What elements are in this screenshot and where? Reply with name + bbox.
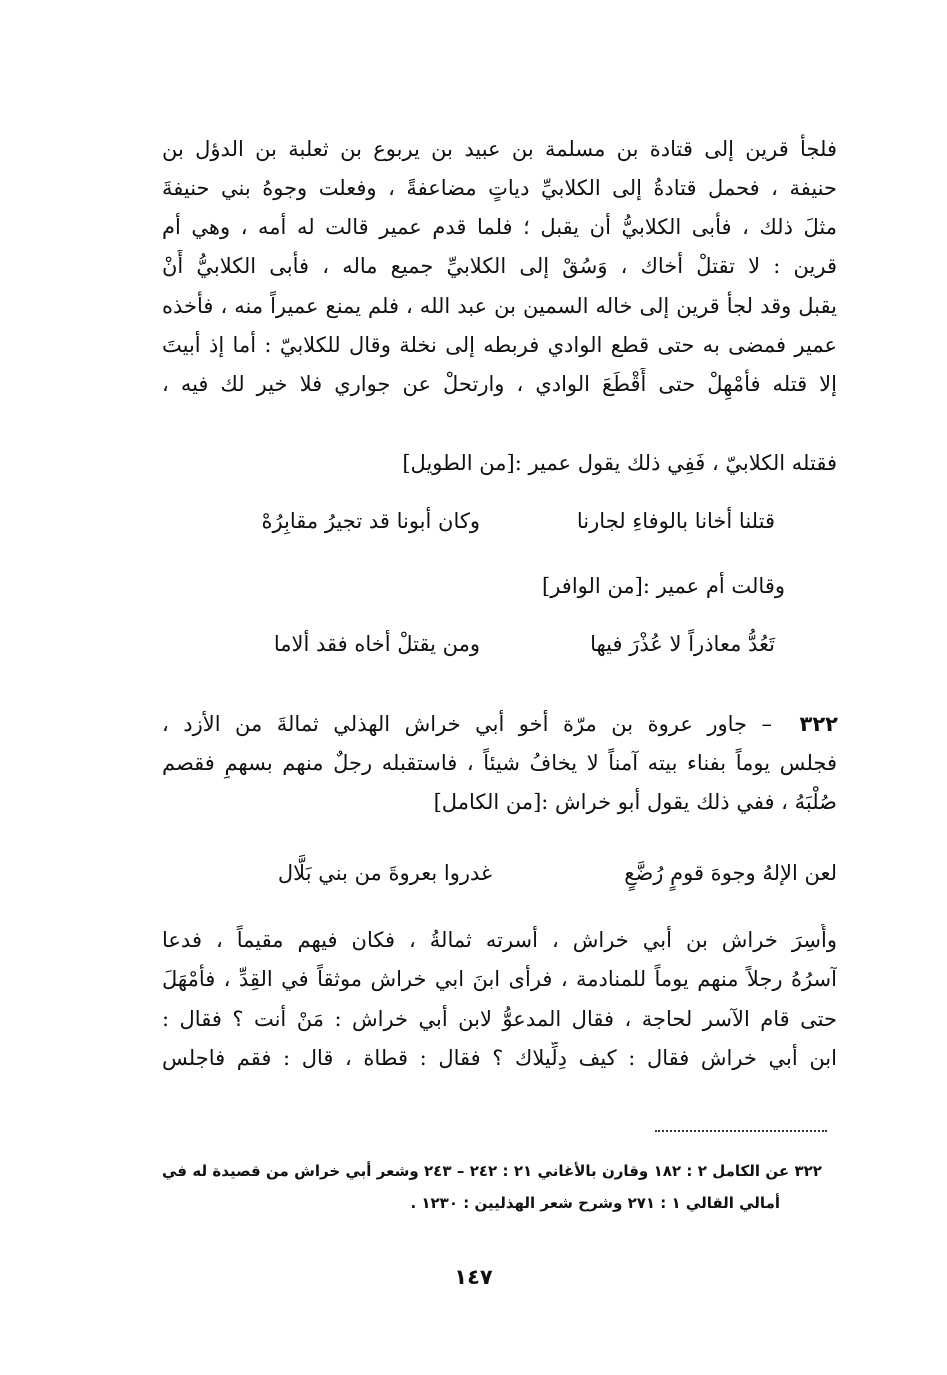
text-line: يقبل وقد لجأ قرين إلى خاله السمين بن عبد الله ، فلم يمنع عميراً منه ، فأخذه (162, 294, 837, 318)
verse-intro: وقالت أم عمير :[من الوافر] (542, 574, 785, 598)
text-line: صُلْبَهُ ، ففي ذلك يقول أبو خراش :[من الكامل] (433, 790, 837, 814)
text-line: فقتله الكلابيّ ، فَفِي ذلك يقول عمير :[من الطويل] (402, 451, 837, 475)
section-first-line: – جاور عروة بن مرّة أخو أبي خراش الهذلي ثمالةَ من الأزد ، (162, 712, 772, 736)
text-line: إلا قتله فأَمْهِلْ حتى أَقْطَعَ الوادي ، وارتحلْ عن جواري فلا خير لك فيه ، (162, 372, 837, 396)
text-line: ابن أبي خراش فقال : كيف دِلِّيلاك ؟ فقال : قطاة ، قال : فقم فاجلس (162, 1046, 837, 1070)
verse-hemistich-first: تَعُدُّ معاذراً لا عُذْرَ فيها (590, 632, 775, 656)
verse-hemistich-second: غدروا بعروةَ من بني بَلَّال (277, 861, 492, 885)
verse-hemistich-first: لعن الإلهُ وجوهَ قومٍ رُضَّعٍ (624, 861, 837, 885)
text-line: آسرُهُ رجلاً منهم يوماً للمنادمة ، فرأى ابنَ ابي خراش موثقاً في القِدِّ ، فأَمْهَلَ (162, 967, 837, 991)
text-line: مثلَ ذلك ، فأبى الكلابيُّ أن يقبل ؛ فلما قدم عمير قالت له أمه ، وهي أم (162, 215, 837, 239)
text-line: قرين : لا تقتلْ أخاك ، وَسُقْ إلى الكلابيِّ جميع ماله ، فأبى الكلابيُّ أَنْ (162, 254, 837, 278)
verse-hemistich-second: وكان أبونا قد تجيرُ مقابِرُهْ (261, 509, 480, 533)
text-line: عمير فمضى به حتى قطع الوادي فربطه إلى نخلة وقال للكلابيّ : أما إذ أبيتَ (162, 333, 837, 357)
footnote-separator (655, 1130, 827, 1132)
section-number: ٣٢٢ (799, 712, 838, 736)
verse-hemistich-first: قتلنا أخانا بالوفاءِ لجارنا (576, 509, 775, 533)
text-line: فجلس يوماً بفناء بيته آمناً لا يخافُ شيئاً ، فاستقبله رجلٌ منهم بسهمٍ فقصم (162, 751, 837, 775)
footnote-line: ٣٢٢ عن الكامل ٢ : ١٨٢ وقارن بالأغاني ٢١ : ٢٤٢ – ٢٤٣ وشعر أبي خراش من قصيدة له في (162, 1162, 822, 1180)
footnote-line: أمالي القالي ١ : ٢٧١ وشرح شعر الهذليين : ١٢٣٠ . (410, 1194, 780, 1212)
page-number: ١٤٧ (454, 1265, 493, 1289)
text-line: حنيفة ، فحمل قتادةُ إلى الكلابيِّ دياتٍ مضاعفةً ، وفعلت وجوهُ بني حنيفةَ (162, 176, 837, 200)
text-line: فلجأ قرين إلى قتادة بن مسلمة بن عبيد بن يربوع بن ثعلبة بن الدؤل بن (162, 137, 837, 161)
verse-hemistich-second: ومن يقتلْ أخاه فقد ألاما (273, 632, 480, 656)
text-line: وأُسِرَ خراش بن أبي خراش ، أسرته ثمالةُ ، فكان فيهم مقيماً ، فدعا (162, 928, 837, 952)
text-line: حتى قام الآسر لحاجة ، فقال المدعوُّ لابن أبي خراش : مَنْ أنت ؟ فقال : (162, 1007, 837, 1031)
